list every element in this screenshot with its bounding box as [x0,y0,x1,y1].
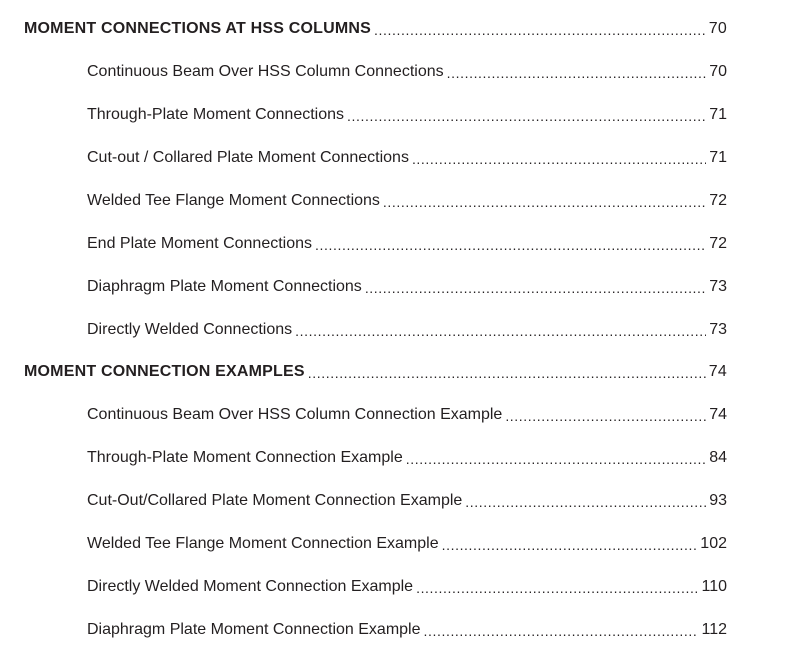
dot-leader [465,490,706,510]
page-number: 74 [709,406,727,423]
dot-leader [374,18,706,38]
dot-leader [447,61,707,81]
toc-entry[interactable] [0,398,727,424]
toc-entry[interactable] [0,227,727,253]
toc-entry[interactable] [0,184,727,210]
toc-entry[interactable] [0,613,727,639]
page-number: 112 [701,621,727,638]
entry-title: Cut-Out/Collared Plate Moment Connection Example [87,492,463,509]
page-number: 102 [700,535,727,552]
page-number: 84 [709,449,727,466]
page-number: 71 [709,106,727,123]
toc-entry[interactable] [0,527,727,553]
page-number: 72 [709,192,727,209]
section-title: MOMENT CONNECTIONS AT HSS COLUMNS [24,20,372,37]
entry-title: End Plate Moment Connections [87,235,313,252]
entry-title: Welded Tee Flange Moment Connections [87,192,380,209]
page-number: 110 [701,578,727,595]
toc-entry[interactable] [0,98,727,124]
dot-leader [308,361,706,381]
dot-leader [347,104,706,124]
page-number: 70 [708,20,727,37]
page-number: 74 [708,363,727,380]
entry-title: Diaphragm Plate Moment Connections [87,278,362,295]
dot-leader [416,576,698,596]
toc-entry[interactable] [0,270,727,296]
dot-leader [365,276,706,296]
toc-entry[interactable] [0,141,727,167]
entry-title: Continuous Beam Over HSS Column Connection Example [87,406,503,423]
page-number: 70 [709,63,727,80]
page-number: 73 [709,321,727,338]
dot-leader [315,233,706,253]
dot-leader [295,319,706,339]
toc-entry[interactable] [0,570,727,596]
toc-entry[interactable] [0,55,727,81]
toc-entry[interactable] [0,313,727,339]
toc-section-heading[interactable] [0,355,727,381]
entry-title: Continuous Beam Over HSS Column Connections [87,63,444,80]
dot-leader [383,190,706,210]
entry-title: Welded Tee Flange Moment Connection Example [87,535,439,552]
entry-title: Directly Welded Moment Connection Example [87,578,414,595]
entry-title: Through-Plate Moment Connection Example [87,449,403,466]
page-number: 73 [709,278,727,295]
dot-leader [424,619,699,639]
dot-leader [412,147,706,167]
entry-title: Through-Plate Moment Connections [87,106,345,123]
section-title: MOMENT CONNECTION EXAMPLES [24,363,305,380]
dot-leader [406,447,706,467]
dot-leader [505,404,706,424]
dot-leader [442,533,698,553]
toc-entry[interactable] [0,484,727,510]
toc-section-heading[interactable] [0,12,727,38]
page-number: 72 [709,235,727,252]
entry-title: Directly Welded Connections [87,321,293,338]
page-number: 71 [709,149,727,166]
entry-title: Diaphragm Plate Moment Connection Example [87,621,421,638]
page-number: 93 [709,492,727,509]
entry-title: Cut-out / Collared Plate Moment Connections [87,149,409,166]
toc-entry[interactable] [0,441,727,467]
